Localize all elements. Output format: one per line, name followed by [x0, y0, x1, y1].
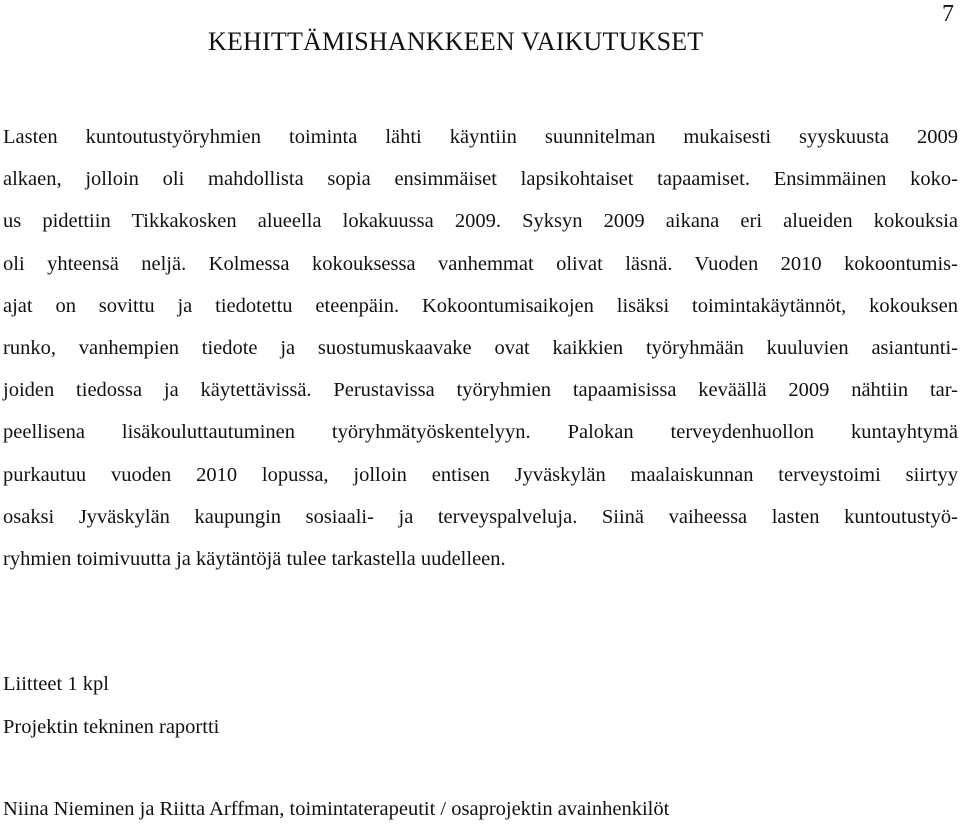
attachments-count: Liitteet 1 kpl [3, 673, 109, 695]
paragraph-line: peellisena lisäkouluttautuminen työryhmätyöskentelyyn. Palokan terveydenhuollon kuntayhtymä [3, 421, 958, 444]
page-heading: KEHITTÄMISHANKKEEN VAIKUTUKSET [208, 27, 704, 56]
paragraph-line: ryhmien toimivuutta ja käytäntöjä tulee tarkastella uudelleen. [3, 548, 506, 571]
paragraph-line: alkaen, jolloin oli mahdollista sopia ensimmäiset lapsikohtaiset tapaamiset. Ensimmäinen koko- [3, 168, 958, 191]
paragraph-line: osaksi Jyväskylän kaupungin sosiaali- ja terveyspalveluja. Siinä vaiheessa lasten kuntoutustyö- [3, 505, 958, 528]
paragraph-line: joiden tiedossa ja käytettävissä. Perustavissa työryhmien tapaamisissa keväällä 2009 nähtiin tar- [3, 379, 958, 402]
paragraph-line: us pidettiin Tikkakosken alueella lokakuussa 2009. Syksyn 2009 aikana eri alueiden kokouksia [3, 210, 958, 233]
paragraph-line: Lasten kuntoutustyöryhmien toiminta lähti käyntiin suunnitelman mukaisesti syyskuusta 2009 [3, 126, 958, 148]
paragraph-line: oli yhteensä neljä. Kolmessa kokouksessa vanhemmat olivat läsnä. Vuoden 2010 kokoontumis- [3, 252, 958, 275]
body-paragraph [3, 116, 958, 580]
attachments-report: Projektin tekninen raportti [3, 716, 220, 738]
signature-line: Niina Nieminen ja Riitta Arffman, toimintaterapeutit / osaprojektin avainhenkilöt [3, 798, 670, 820]
paragraph-line: runko, vanhempien tiedote ja suostumuskaavake ovat kaikkien työryhmään kuuluvien asiantunti- [3, 337, 958, 360]
page-number: 7 [942, 1, 954, 27]
paragraph-line: ajat on sovittu ja tiedotettu eteenpäin. Kokoontumisaikojen lisäksi toimintakäytännöt, kokouksen [3, 294, 958, 317]
paragraph-line: purkautuu vuoden 2010 lopussa, jolloin entisen Jyväskylän maalaiskunnan terveystoimi siirtyy [3, 463, 958, 486]
